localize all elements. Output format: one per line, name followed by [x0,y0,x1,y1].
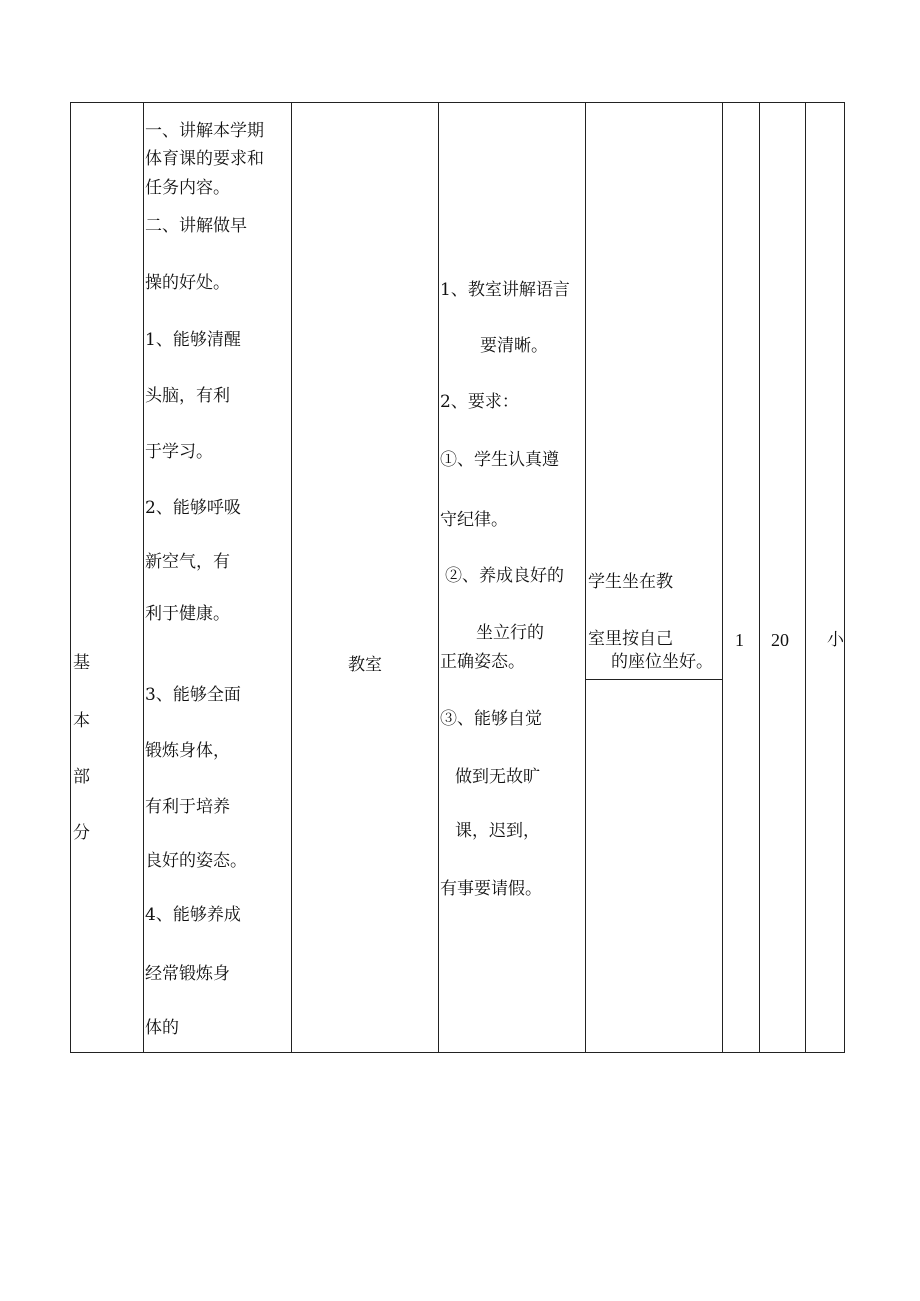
requirement-line: 课，迟到， [455,821,540,841]
column-divider [759,103,760,1052]
column-divider [438,103,439,1052]
requirement-line: ①、学生认真遵 [440,450,559,470]
content-line: 体育课的要求和 [145,149,264,169]
count-cell: 1 [735,630,744,650]
requirement-line: 坐立行的 [476,623,544,643]
organization-line: 室里按自己 [588,629,673,649]
section-label-char: 部 [73,767,90,787]
requirement-line: 有事要请假。 [440,879,542,899]
lesson-plan-table [70,102,845,1053]
content-line: 良好的姿态。 [145,851,247,871]
requirement-line: 正确姿态。 [440,652,525,672]
organization-line: 的座位坐好。 [611,652,713,672]
intensity-cell: 小 [827,630,844,650]
requirement-line: 要清晰。 [480,336,548,356]
content-line: 利于健康。 [145,604,230,624]
content-line: 经常锻炼身 [145,964,230,984]
requirement-line: 2、要求： [440,392,519,412]
section-label-char: 分 [73,823,90,843]
column-divider [585,103,586,1052]
section-label-char: 基 [73,653,90,673]
column-divider [722,103,723,1052]
column-divider [291,103,292,1052]
requirement-line: ②、养成良好的 [445,566,564,586]
content-line: 操的好处。 [145,273,230,293]
section-label-char: 本 [73,711,90,731]
content-line: 任务内容。 [145,178,230,198]
content-line: 有利于培养 [145,797,230,817]
column-divider [805,103,806,1052]
requirement-line: 守纪律。 [440,510,508,530]
content-line: 一、讲解本学期 [145,121,264,141]
content-line: 4、能够养成 [145,905,241,925]
content-line: 头脑，有利 [145,386,230,406]
content-line: 新空气，有 [145,552,230,572]
content-line: 3、能够全面 [145,685,241,705]
content-line: 锻炼身体， [145,741,230,761]
row-divider [585,679,722,680]
content-line: 2、能够呼吸 [145,498,241,518]
requirement-line: 1、教室讲解语言 [440,280,570,300]
column-divider [143,103,144,1052]
minutes-cell: 20 [771,630,789,650]
content-line: 二、讲解做早 [145,216,247,236]
content-line: 体的 [145,1018,179,1038]
location-cell: 教室 [348,655,382,675]
content-line: 1、能够清醒 [145,330,241,350]
requirement-line: 做到无故旷 [455,767,540,787]
organization-line: 学生坐在教 [588,572,673,592]
requirement-line: ③、能够自觉 [440,709,542,729]
content-line: 于学习。 [145,442,213,462]
